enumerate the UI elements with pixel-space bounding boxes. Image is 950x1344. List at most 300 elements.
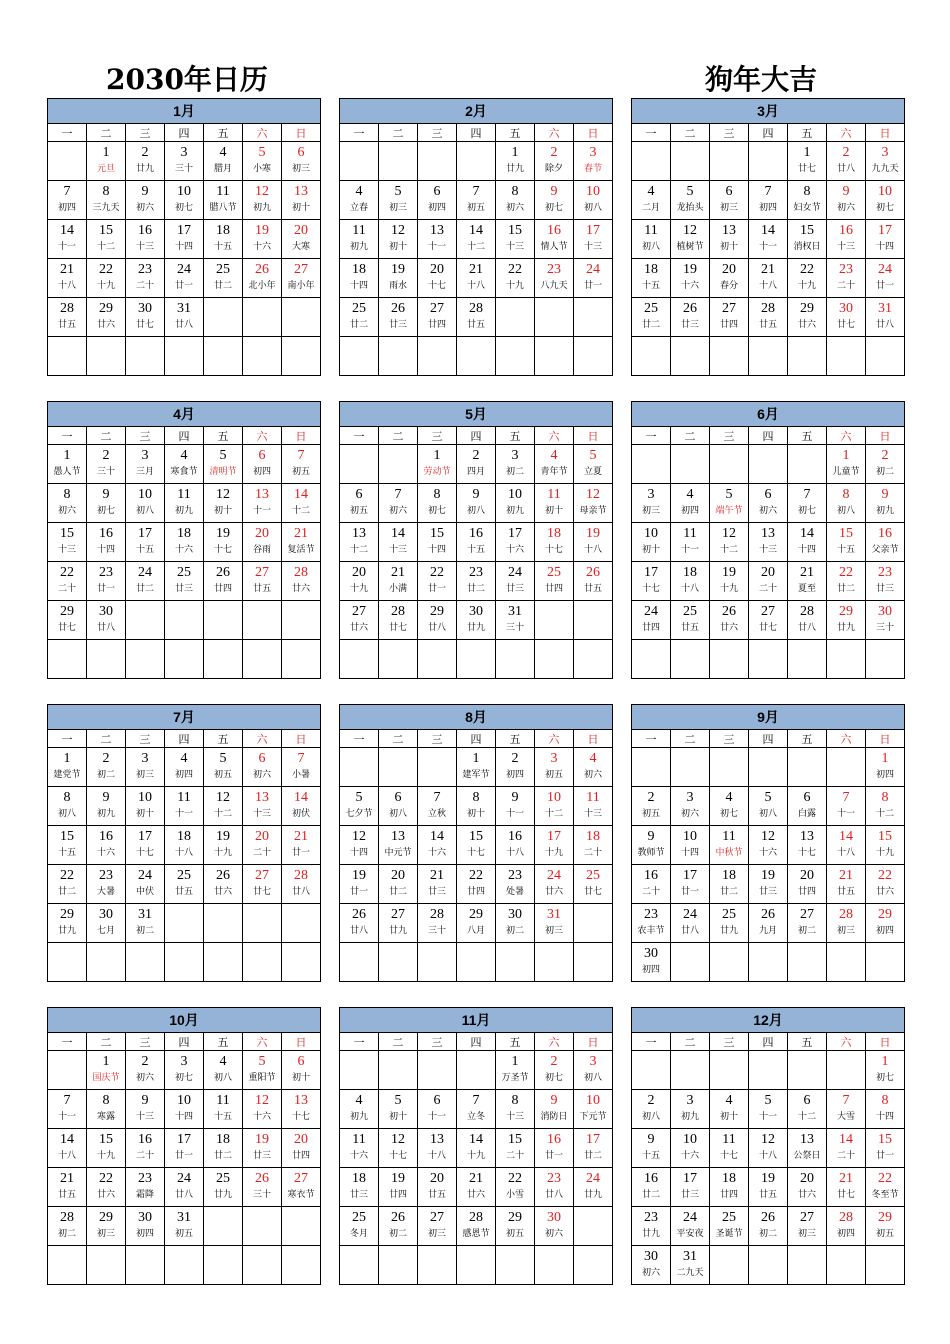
day-cell[interactable] bbox=[788, 259, 827, 298]
day-cell[interactable] bbox=[632, 601, 671, 640]
day-cell[interactable] bbox=[632, 904, 671, 943]
day-cell[interactable] bbox=[671, 787, 710, 826]
day-cell[interactable] bbox=[671, 904, 710, 943]
day-cell[interactable] bbox=[48, 562, 87, 601]
day-cell[interactable] bbox=[671, 181, 710, 220]
day-cell[interactable] bbox=[574, 748, 613, 787]
day-cell[interactable] bbox=[457, 865, 496, 904]
day-cell[interactable] bbox=[535, 181, 574, 220]
day-cell[interactable] bbox=[574, 220, 613, 259]
day-cell[interactable] bbox=[165, 259, 204, 298]
day-cell[interactable] bbox=[632, 220, 671, 259]
day-cell[interactable] bbox=[866, 1090, 905, 1129]
day-cell[interactable] bbox=[632, 562, 671, 601]
day-cell[interactable] bbox=[632, 1246, 671, 1285]
day-cell[interactable] bbox=[379, 1168, 418, 1207]
day-cell[interactable] bbox=[827, 1090, 866, 1129]
day-cell[interactable] bbox=[788, 865, 827, 904]
day-cell[interactable] bbox=[165, 445, 204, 484]
day-cell[interactable] bbox=[243, 1129, 282, 1168]
day-cell[interactable] bbox=[243, 142, 282, 181]
day-cell[interactable] bbox=[418, 220, 457, 259]
day-cell[interactable] bbox=[496, 1168, 535, 1207]
day-cell[interactable] bbox=[379, 904, 418, 943]
day-cell[interactable] bbox=[340, 904, 379, 943]
day-cell[interactable] bbox=[574, 259, 613, 298]
day-cell[interactable] bbox=[535, 142, 574, 181]
day-cell[interactable] bbox=[48, 904, 87, 943]
day-cell[interactable] bbox=[671, 562, 710, 601]
day-cell[interactable] bbox=[282, 523, 321, 562]
day-cell[interactable] bbox=[87, 826, 126, 865]
day-cell[interactable] bbox=[204, 562, 243, 601]
day-cell[interactable] bbox=[340, 1129, 379, 1168]
day-cell[interactable] bbox=[418, 1168, 457, 1207]
day-cell[interactable] bbox=[418, 445, 457, 484]
day-cell[interactable] bbox=[535, 1207, 574, 1246]
day-cell[interactable] bbox=[535, 445, 574, 484]
day-cell[interactable] bbox=[866, 298, 905, 337]
day-cell[interactable] bbox=[574, 562, 613, 601]
day-cell[interactable] bbox=[340, 259, 379, 298]
day-cell[interactable] bbox=[87, 1168, 126, 1207]
day-cell[interactable] bbox=[749, 865, 788, 904]
day-cell[interactable] bbox=[671, 1246, 710, 1285]
day-cell[interactable] bbox=[48, 601, 87, 640]
day-cell[interactable] bbox=[418, 298, 457, 337]
day-cell[interactable] bbox=[749, 181, 788, 220]
day-cell[interactable] bbox=[866, 865, 905, 904]
day-cell[interactable] bbox=[827, 562, 866, 601]
day-cell[interactable] bbox=[87, 562, 126, 601]
day-cell[interactable] bbox=[457, 1090, 496, 1129]
day-cell[interactable] bbox=[457, 1168, 496, 1207]
day-cell[interactable] bbox=[48, 181, 87, 220]
day-cell[interactable] bbox=[632, 259, 671, 298]
day-cell[interactable] bbox=[632, 484, 671, 523]
day-cell[interactable] bbox=[827, 601, 866, 640]
day-cell[interactable] bbox=[379, 484, 418, 523]
day-cell[interactable] bbox=[457, 1207, 496, 1246]
day-cell[interactable] bbox=[574, 142, 613, 181]
day-cell[interactable] bbox=[496, 865, 535, 904]
day-cell[interactable] bbox=[866, 904, 905, 943]
day-cell[interactable] bbox=[457, 748, 496, 787]
day-cell[interactable] bbox=[866, 826, 905, 865]
day-cell[interactable] bbox=[574, 181, 613, 220]
day-cell[interactable] bbox=[749, 904, 788, 943]
day-cell[interactable] bbox=[340, 298, 379, 337]
day-cell[interactable] bbox=[710, 484, 749, 523]
day-cell[interactable] bbox=[126, 523, 165, 562]
day-cell[interactable] bbox=[165, 1051, 204, 1090]
day-cell[interactable] bbox=[48, 484, 87, 523]
day-cell[interactable] bbox=[632, 943, 671, 982]
day-cell[interactable] bbox=[340, 220, 379, 259]
day-cell[interactable] bbox=[204, 220, 243, 259]
day-cell[interactable] bbox=[671, 1129, 710, 1168]
day-cell[interactable] bbox=[788, 787, 827, 826]
day-cell[interactable] bbox=[340, 1168, 379, 1207]
day-cell[interactable] bbox=[496, 1090, 535, 1129]
day-cell[interactable] bbox=[165, 220, 204, 259]
day-cell[interactable] bbox=[749, 1168, 788, 1207]
day-cell[interactable] bbox=[379, 1207, 418, 1246]
day-cell[interactable] bbox=[418, 904, 457, 943]
day-cell[interactable] bbox=[418, 523, 457, 562]
day-cell[interactable] bbox=[496, 562, 535, 601]
day-cell[interactable] bbox=[632, 865, 671, 904]
day-cell[interactable] bbox=[379, 181, 418, 220]
day-cell[interactable] bbox=[340, 523, 379, 562]
day-cell[interactable] bbox=[535, 523, 574, 562]
day-cell[interactable] bbox=[126, 142, 165, 181]
day-cell[interactable] bbox=[48, 1129, 87, 1168]
day-cell[interactable] bbox=[87, 904, 126, 943]
day-cell[interactable] bbox=[418, 601, 457, 640]
day-cell[interactable] bbox=[496, 1129, 535, 1168]
day-cell[interactable] bbox=[866, 1168, 905, 1207]
day-cell[interactable] bbox=[535, 1129, 574, 1168]
day-cell[interactable] bbox=[126, 298, 165, 337]
day-cell[interactable] bbox=[379, 562, 418, 601]
day-cell[interactable] bbox=[87, 1207, 126, 1246]
day-cell[interactable] bbox=[379, 298, 418, 337]
day-cell[interactable] bbox=[632, 1168, 671, 1207]
day-cell[interactable] bbox=[827, 523, 866, 562]
day-cell[interactable] bbox=[379, 259, 418, 298]
day-cell[interactable] bbox=[126, 1090, 165, 1129]
day-cell[interactable] bbox=[165, 142, 204, 181]
day-cell[interactable] bbox=[204, 523, 243, 562]
day-cell[interactable] bbox=[496, 601, 535, 640]
day-cell[interactable] bbox=[710, 562, 749, 601]
day-cell[interactable] bbox=[87, 445, 126, 484]
day-cell[interactable] bbox=[827, 826, 866, 865]
day-cell[interactable] bbox=[243, 445, 282, 484]
day-cell[interactable] bbox=[671, 1168, 710, 1207]
day-cell[interactable] bbox=[866, 259, 905, 298]
day-cell[interactable] bbox=[126, 562, 165, 601]
day-cell[interactable] bbox=[126, 787, 165, 826]
day-cell[interactable] bbox=[379, 865, 418, 904]
day-cell[interactable] bbox=[671, 1090, 710, 1129]
day-cell[interactable] bbox=[496, 523, 535, 562]
day-cell[interactable] bbox=[282, 865, 321, 904]
day-cell[interactable] bbox=[827, 1168, 866, 1207]
day-cell[interactable] bbox=[126, 259, 165, 298]
day-cell[interactable] bbox=[282, 1090, 321, 1129]
day-cell[interactable] bbox=[87, 748, 126, 787]
day-cell[interactable] bbox=[379, 523, 418, 562]
day-cell[interactable] bbox=[710, 298, 749, 337]
day-cell[interactable] bbox=[827, 484, 866, 523]
day-cell[interactable] bbox=[126, 826, 165, 865]
day-cell[interactable] bbox=[866, 484, 905, 523]
day-cell[interactable] bbox=[866, 601, 905, 640]
day-cell[interactable] bbox=[710, 1207, 749, 1246]
day-cell[interactable] bbox=[418, 259, 457, 298]
day-cell[interactable] bbox=[48, 787, 87, 826]
day-cell[interactable] bbox=[827, 142, 866, 181]
day-cell[interactable] bbox=[788, 298, 827, 337]
day-cell[interactable] bbox=[457, 181, 496, 220]
day-cell[interactable] bbox=[282, 1168, 321, 1207]
day-cell[interactable] bbox=[749, 1207, 788, 1246]
day-cell[interactable] bbox=[788, 484, 827, 523]
day-cell[interactable] bbox=[87, 787, 126, 826]
day-cell[interactable] bbox=[340, 484, 379, 523]
day-cell[interactable] bbox=[165, 1207, 204, 1246]
day-cell[interactable] bbox=[379, 601, 418, 640]
day-cell[interactable] bbox=[671, 826, 710, 865]
day-cell[interactable] bbox=[710, 1090, 749, 1129]
day-cell[interactable] bbox=[204, 787, 243, 826]
day-cell[interactable] bbox=[749, 259, 788, 298]
day-cell[interactable] bbox=[710, 181, 749, 220]
day-cell[interactable] bbox=[788, 601, 827, 640]
day-cell[interactable] bbox=[204, 1090, 243, 1129]
day-cell[interactable] bbox=[457, 826, 496, 865]
day-cell[interactable] bbox=[126, 1051, 165, 1090]
day-cell[interactable] bbox=[204, 1129, 243, 1168]
day-cell[interactable] bbox=[204, 142, 243, 181]
day-cell[interactable] bbox=[671, 1207, 710, 1246]
day-cell[interactable] bbox=[574, 787, 613, 826]
day-cell[interactable] bbox=[48, 259, 87, 298]
day-cell[interactable] bbox=[710, 259, 749, 298]
day-cell[interactable] bbox=[243, 787, 282, 826]
day-cell[interactable] bbox=[87, 259, 126, 298]
day-cell[interactable] bbox=[788, 904, 827, 943]
day-cell[interactable] bbox=[535, 1090, 574, 1129]
day-cell[interactable] bbox=[574, 1051, 613, 1090]
day-cell[interactable] bbox=[496, 259, 535, 298]
day-cell[interactable] bbox=[535, 865, 574, 904]
day-cell[interactable] bbox=[418, 562, 457, 601]
day-cell[interactable] bbox=[48, 1090, 87, 1129]
day-cell[interactable] bbox=[126, 1168, 165, 1207]
day-cell[interactable] bbox=[87, 601, 126, 640]
day-cell[interactable] bbox=[282, 181, 321, 220]
day-cell[interactable] bbox=[574, 1168, 613, 1207]
day-cell[interactable] bbox=[632, 1207, 671, 1246]
day-cell[interactable] bbox=[535, 904, 574, 943]
day-cell[interactable] bbox=[340, 826, 379, 865]
day-cell[interactable] bbox=[535, 787, 574, 826]
day-cell[interactable] bbox=[866, 523, 905, 562]
day-cell[interactable] bbox=[340, 601, 379, 640]
day-cell[interactable] bbox=[243, 1168, 282, 1207]
day-cell[interactable] bbox=[632, 1090, 671, 1129]
day-cell[interactable] bbox=[48, 1168, 87, 1207]
day-cell[interactable] bbox=[827, 1207, 866, 1246]
day-cell[interactable] bbox=[866, 1051, 905, 1090]
day-cell[interactable] bbox=[204, 865, 243, 904]
day-cell[interactable] bbox=[165, 787, 204, 826]
day-cell[interactable] bbox=[671, 484, 710, 523]
day-cell[interactable] bbox=[457, 1129, 496, 1168]
day-cell[interactable] bbox=[535, 484, 574, 523]
day-cell[interactable] bbox=[671, 298, 710, 337]
day-cell[interactable] bbox=[632, 1129, 671, 1168]
day-cell[interactable] bbox=[710, 601, 749, 640]
day-cell[interactable] bbox=[379, 220, 418, 259]
day-cell[interactable] bbox=[87, 298, 126, 337]
day-cell[interactable] bbox=[457, 601, 496, 640]
day-cell[interactable] bbox=[866, 748, 905, 787]
day-cell[interactable] bbox=[126, 748, 165, 787]
day-cell[interactable] bbox=[165, 523, 204, 562]
day-cell[interactable] bbox=[496, 904, 535, 943]
day-cell[interactable] bbox=[574, 865, 613, 904]
day-cell[interactable] bbox=[87, 523, 126, 562]
day-cell[interactable] bbox=[671, 865, 710, 904]
day-cell[interactable] bbox=[788, 220, 827, 259]
day-cell[interactable] bbox=[749, 787, 788, 826]
day-cell[interactable] bbox=[126, 904, 165, 943]
day-cell[interactable] bbox=[866, 1207, 905, 1246]
day-cell[interactable] bbox=[282, 142, 321, 181]
day-cell[interactable] bbox=[379, 787, 418, 826]
day-cell[interactable] bbox=[749, 484, 788, 523]
day-cell[interactable] bbox=[243, 562, 282, 601]
day-cell[interactable] bbox=[340, 1207, 379, 1246]
day-cell[interactable] bbox=[204, 484, 243, 523]
day-cell[interactable] bbox=[827, 865, 866, 904]
day-cell[interactable] bbox=[710, 787, 749, 826]
day-cell[interactable] bbox=[282, 826, 321, 865]
day-cell[interactable] bbox=[457, 787, 496, 826]
day-cell[interactable] bbox=[632, 826, 671, 865]
day-cell[interactable] bbox=[535, 826, 574, 865]
day-cell[interactable] bbox=[126, 445, 165, 484]
day-cell[interactable] bbox=[788, 181, 827, 220]
day-cell[interactable] bbox=[496, 484, 535, 523]
day-cell[interactable] bbox=[418, 826, 457, 865]
day-cell[interactable] bbox=[204, 181, 243, 220]
day-cell[interactable] bbox=[457, 220, 496, 259]
day-cell[interactable] bbox=[866, 445, 905, 484]
day-cell[interactable] bbox=[282, 1129, 321, 1168]
day-cell[interactable] bbox=[574, 1129, 613, 1168]
day-cell[interactable] bbox=[204, 445, 243, 484]
day-cell[interactable] bbox=[418, 181, 457, 220]
day-cell[interactable] bbox=[496, 181, 535, 220]
day-cell[interactable] bbox=[574, 826, 613, 865]
day-cell[interactable] bbox=[496, 826, 535, 865]
day-cell[interactable] bbox=[379, 1129, 418, 1168]
day-cell[interactable] bbox=[126, 1129, 165, 1168]
day-cell[interactable] bbox=[710, 1129, 749, 1168]
day-cell[interactable] bbox=[243, 865, 282, 904]
day-cell[interactable] bbox=[710, 904, 749, 943]
day-cell[interactable] bbox=[165, 1168, 204, 1207]
day-cell[interactable] bbox=[496, 142, 535, 181]
day-cell[interactable] bbox=[48, 523, 87, 562]
day-cell[interactable] bbox=[126, 1207, 165, 1246]
day-cell[interactable] bbox=[535, 748, 574, 787]
day-cell[interactable] bbox=[48, 445, 87, 484]
day-cell[interactable] bbox=[866, 787, 905, 826]
day-cell[interactable] bbox=[87, 181, 126, 220]
day-cell[interactable] bbox=[340, 1090, 379, 1129]
day-cell[interactable] bbox=[165, 826, 204, 865]
day-cell[interactable] bbox=[749, 1129, 788, 1168]
day-cell[interactable] bbox=[282, 484, 321, 523]
day-cell[interactable] bbox=[788, 1090, 827, 1129]
day-cell[interactable] bbox=[827, 259, 866, 298]
day-cell[interactable] bbox=[204, 259, 243, 298]
day-cell[interactable] bbox=[535, 1051, 574, 1090]
day-cell[interactable] bbox=[788, 523, 827, 562]
day-cell[interactable] bbox=[243, 826, 282, 865]
day-cell[interactable] bbox=[749, 220, 788, 259]
day-cell[interactable] bbox=[243, 259, 282, 298]
day-cell[interactable] bbox=[710, 220, 749, 259]
day-cell[interactable] bbox=[710, 826, 749, 865]
day-cell[interactable] bbox=[788, 1168, 827, 1207]
day-cell[interactable] bbox=[165, 748, 204, 787]
day-cell[interactable] bbox=[749, 826, 788, 865]
day-cell[interactable] bbox=[710, 1168, 749, 1207]
day-cell[interactable] bbox=[866, 142, 905, 181]
day-cell[interactable] bbox=[165, 562, 204, 601]
day-cell[interactable] bbox=[788, 142, 827, 181]
day-cell[interactable] bbox=[243, 220, 282, 259]
day-cell[interactable] bbox=[87, 484, 126, 523]
day-cell[interactable] bbox=[788, 1129, 827, 1168]
day-cell[interactable] bbox=[827, 220, 866, 259]
day-cell[interactable] bbox=[126, 181, 165, 220]
day-cell[interactable] bbox=[574, 523, 613, 562]
day-cell[interactable] bbox=[165, 298, 204, 337]
day-cell[interactable] bbox=[282, 748, 321, 787]
day-cell[interactable] bbox=[827, 904, 866, 943]
day-cell[interactable] bbox=[204, 826, 243, 865]
day-cell[interactable] bbox=[632, 298, 671, 337]
day-cell[interactable] bbox=[282, 220, 321, 259]
day-cell[interactable] bbox=[496, 220, 535, 259]
day-cell[interactable] bbox=[48, 826, 87, 865]
day-cell[interactable] bbox=[48, 748, 87, 787]
day-cell[interactable] bbox=[243, 1051, 282, 1090]
day-cell[interactable] bbox=[749, 601, 788, 640]
day-cell[interactable] bbox=[535, 1168, 574, 1207]
day-cell[interactable] bbox=[87, 142, 126, 181]
day-cell[interactable] bbox=[496, 1051, 535, 1090]
day-cell[interactable] bbox=[418, 1129, 457, 1168]
day-cell[interactable] bbox=[379, 1090, 418, 1129]
day-cell[interactable] bbox=[749, 562, 788, 601]
day-cell[interactable] bbox=[418, 865, 457, 904]
day-cell[interactable] bbox=[87, 1090, 126, 1129]
day-cell[interactable] bbox=[87, 1129, 126, 1168]
day-cell[interactable] bbox=[866, 1129, 905, 1168]
day-cell[interactable] bbox=[48, 1207, 87, 1246]
day-cell[interactable] bbox=[496, 787, 535, 826]
day-cell[interactable] bbox=[165, 1090, 204, 1129]
day-cell[interactable] bbox=[457, 562, 496, 601]
day-cell[interactable] bbox=[535, 562, 574, 601]
day-cell[interactable] bbox=[48, 298, 87, 337]
day-cell[interactable] bbox=[788, 826, 827, 865]
day-cell[interactable] bbox=[340, 865, 379, 904]
day-cell[interactable] bbox=[788, 562, 827, 601]
day-cell[interactable] bbox=[827, 1129, 866, 1168]
day-cell[interactable] bbox=[632, 523, 671, 562]
day-cell[interactable] bbox=[282, 1051, 321, 1090]
